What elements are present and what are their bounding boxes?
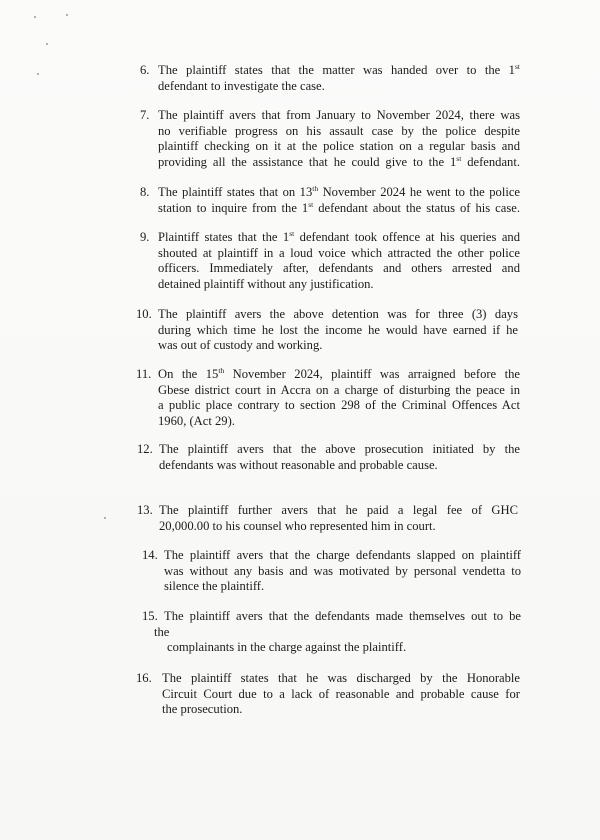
paragraph-number: 7. [140,108,150,122]
ordinal-superscript: st [308,199,314,209]
paragraph-line [158,185,520,201]
scan-speck [46,43,48,45]
paragraph-line [158,230,520,246]
paragraph-line [159,503,518,519]
paragraph-line [164,564,521,580]
paragraph-line [158,155,520,171]
line-text: The plaintiff avers that the charge defendants slapped on plaintiff [164,548,521,562]
numbered-paragraph [140,230,520,292]
paragraph-line [158,414,520,430]
line-text: was without any basis and was motivated by personal vendetta to [164,563,521,578]
paragraph-line [158,307,518,323]
line-text: no verifiable progress on his assault case by the police despite [158,123,520,138]
paragraph-line [159,519,518,535]
paragraph-number: 16. [136,671,152,685]
paragraph-line [158,108,520,124]
paragraph-line [159,442,520,458]
line-text-tail: November 2024, plaintiff was arraigned before the [224,367,521,381]
paragraph-number: 12. [137,442,153,456]
line-text: defendants was without reasonable and probable cause. [159,457,438,472]
line-text-tail: defendant took offence at his queries and [294,230,521,244]
line-text: station to inquire from the 1 [158,200,309,215]
line-text: shouted at plaintiff in a loud voice which attracted the other police [158,245,520,260]
line-text: officers. Immediately after, defendants and others arrested and [158,261,520,276]
paragraph-line [158,338,518,354]
paragraph-line [164,579,521,595]
scan-speck [104,517,106,519]
paragraph-line [167,640,521,656]
line-text: The plaintiff states that he was discharged by the Honorable [162,671,520,685]
line-text: The plaintiff avers that from January to November 2024, there was [158,108,520,122]
line-text: detained plaintiff without any justification. [158,276,374,291]
paragraph-number: 6. [140,63,150,77]
line-text: Gbese district court in Accra on a charge of disturbing the peace in [158,382,520,397]
line-text: 1960, (Act 29). [158,413,235,428]
line-text-tail: November 2024 he went to the police [318,185,521,199]
paragraph-line [158,383,520,399]
line-text: Plaintiff states that the 1 [158,230,290,244]
line-text: the [154,624,170,639]
scan-speck [37,73,39,75]
line-text: The plaintiff avers that the defendants made themselves out to be [164,609,521,623]
line-text: The plaintiff states that on 13 [158,185,313,199]
numbered-paragraph [137,503,518,534]
scan-speck [34,16,36,18]
line-text: The plaintiff further avers that he paid a legal fee of GHC [159,503,518,517]
line-text: the prosecution. [162,702,243,717]
paragraph-line [158,124,520,140]
paragraph-number: 8. [140,185,150,199]
numbered-paragraph [140,185,520,216]
paragraph-number: 10. [136,307,152,321]
paragraph-line [158,63,520,79]
paragraph-line [164,609,521,625]
paragraph-line [159,458,520,474]
paragraph-number: 15. [142,609,158,623]
ordinal-superscript: st [456,153,462,163]
line-text-tail: defendant. [461,154,521,169]
paragraph-line [162,702,520,718]
paragraph-line [162,671,520,687]
paragraph-line [158,201,520,217]
line-text: was out of custody and working. [158,338,323,353]
line-text: a public place contrary to section 298 of the Criminal Offences Act [158,398,520,413]
numbered-paragraph [137,442,520,473]
line-text: Circuit Court due to a lack of reasonable and probable cause for [162,686,520,701]
paragraph-number: 11. [136,367,152,381]
numbered-paragraph [142,609,521,656]
ordinal-superscript: st [289,228,295,238]
line-text: during which time he lost the income he would have earned if he [158,322,518,337]
line-text: 20,000.00 to his counsel who represented him in court. [159,518,436,533]
paragraph-line [164,548,521,564]
numbered-paragraph [136,307,518,354]
numbered-paragraph [136,671,520,718]
line-text: complainants in the charge against the plaintiff. [167,640,407,655]
paragraph-line [158,246,520,262]
paragraph-line [154,625,521,641]
paragraph-number: 14. [142,548,158,562]
line-text: plaintiff checking on it at the police station on a regular basis and [158,139,520,154]
paragraph-number: 13. [137,503,153,517]
line-text: silence the plaintiff. [164,579,265,594]
line-text: The plaintiff avers that the above prosecution initiated by the [159,442,520,456]
line-text: On the 15 [158,367,219,381]
paragraph-line [162,687,520,703]
numbered-paragraph [142,548,521,595]
paragraph-line [158,323,518,339]
line-text: The plaintiff avers the above detention was for three (3) days [158,307,518,321]
paragraph-line [158,398,520,414]
scan-speck [66,14,68,16]
ordinal-superscript: st [514,61,520,71]
numbered-paragraph [140,108,520,170]
paragraph-number: 9. [140,230,150,244]
numbered-paragraph [136,367,520,429]
ordinal-superscript: th [218,365,225,375]
paragraph-line [158,79,520,95]
line-text: providing all the assistance that he could give to the 1 [158,154,457,169]
line-text: The plaintiff states that the matter was handed over to the 1 [158,63,515,77]
paragraph-line [158,261,520,277]
paragraph-line [158,277,520,293]
paragraph-line [158,367,520,383]
line-text-tail: defendant about the status of his case. [313,200,520,215]
line-text: defendant to investigate the case. [158,78,325,93]
ordinal-superscript: th [312,183,319,193]
paragraph-line [158,139,520,155]
numbered-paragraph [140,63,520,94]
